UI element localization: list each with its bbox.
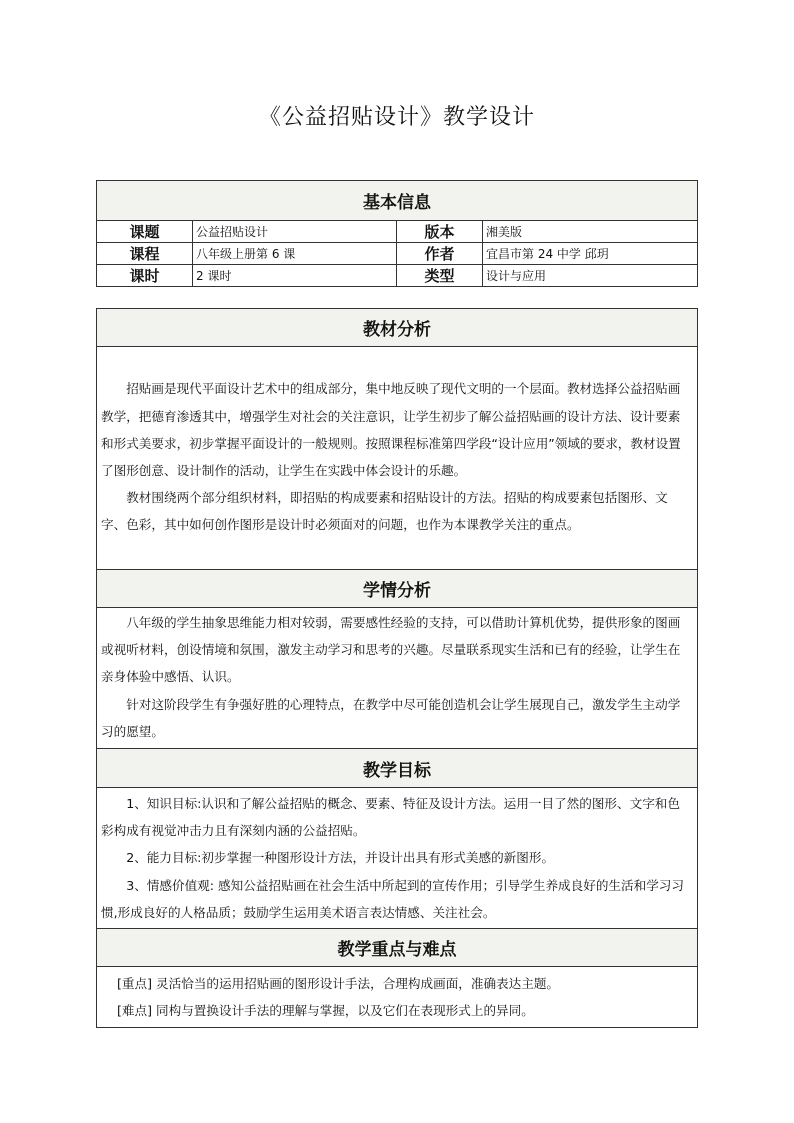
- info-label: 课时: [97, 265, 193, 287]
- key-points-content: [97, 967, 698, 1028]
- info-label: 版本: [397, 221, 483, 243]
- objectives-content: [97, 788, 698, 929]
- info-value: 设计与应用: [483, 265, 698, 287]
- info-label: 作者: [397, 243, 483, 265]
- objective-item: 1、知识目标:认识和了解公益招贴的概念、要素、特征及设计方法。运用一目了然的图形、文字和色彩构成有视觉冲击力且有深刻内涵的公益招贴。: [101, 795, 680, 839]
- basic-info-heading: 基本信息: [97, 181, 698, 221]
- info-row: [97, 243, 698, 265]
- material-analysis-heading: 教材分析: [97, 309, 698, 347]
- info-value: 宜昌市第 24 中学 邱玥: [483, 243, 698, 265]
- info-row: [97, 265, 698, 287]
- paragraph: 招贴画是现代平面设计艺术中的组成部分，集中地反映了现代文明的一个层面。教材选择公益招贴画教学，把德育渗透其中，增强学生对社会的关注意识，让学生初步了解公益招贴画的设计方法、设计要素和形式美要求，初步掌握平面设计的一般规则。按照课程标准第四学段“设计应用”领域的要求，教材设置了图形创意、设计制作的活动，让学生在实践中体会设计的乐趣。: [101, 381, 681, 478]
- paragraph: 八年级的学生抽象思维能力相对较弱，需要感性经验的支持，可以借助计算机优势，提供形象的图画或视听材料，创设情境和氛围，激发主动学习和思考的兴趣。尽量联系现实生活和已有的经验，让学生在亲身体验中感悟、认识。: [101, 614, 681, 685]
- key-point-item: [重点] 灵活恰当的运用招贴画的图形设计手法，合理构成画面，准确表达主题。: [117, 976, 560, 991]
- info-value: 八年级上册第 6 课: [193, 243, 397, 265]
- info-row: [97, 221, 698, 243]
- basic-info-table: [96, 180, 698, 287]
- key-point-item: [难点] 同构与置换设计手法的理解与掌握，以及它们在表现形式上的异同。: [117, 1003, 534, 1018]
- info-value: 2 课时: [193, 265, 397, 287]
- info-value: 公益招贴设计: [193, 221, 397, 243]
- objectives-heading: 教学目标: [97, 749, 698, 788]
- info-value: 湘美版: [483, 221, 698, 243]
- info-label: 类型: [397, 265, 483, 287]
- info-label: 课题: [97, 221, 193, 243]
- material-analysis-content: [97, 347, 698, 570]
- objective-item: 3、情感价值观: 感知公益招贴画在社会生活中所起到的宣传作用；引导学生养成良好的生活和学习习惯,形成良好的人格品质；鼓励学生运用美术语言表达情感、关注社会。: [101, 877, 684, 920]
- lesson-plan-table: [96, 308, 698, 1028]
- learner-analysis-content: [97, 608, 698, 749]
- paragraph: 教材围绕两个部分组织材料，即招贴的构成要素和招贴设计的方法。招贴的构成要素包括图形、文字、色彩，其中如何创作图形是设计时必须面对的问题，也作为本课教学关注的重点。: [101, 490, 668, 533]
- info-label: 课程: [97, 243, 193, 265]
- paragraph: 针对这阶段学生有争强好胜的心理特点，在教学中尽可能创造机会让学生展现自己，激发学生主动学习的愿望。: [101, 696, 681, 739]
- document-title: 《公益招贴设计》教学设计: [258, 105, 535, 130]
- key-points-heading: 教学重点与难点: [97, 929, 698, 967]
- learner-analysis-heading: 学情分析: [97, 570, 698, 608]
- objective-item: 2、能力目标:初步掌握一种图形设计方法，并设计出具有形式美感的新图形。: [126, 850, 555, 866]
